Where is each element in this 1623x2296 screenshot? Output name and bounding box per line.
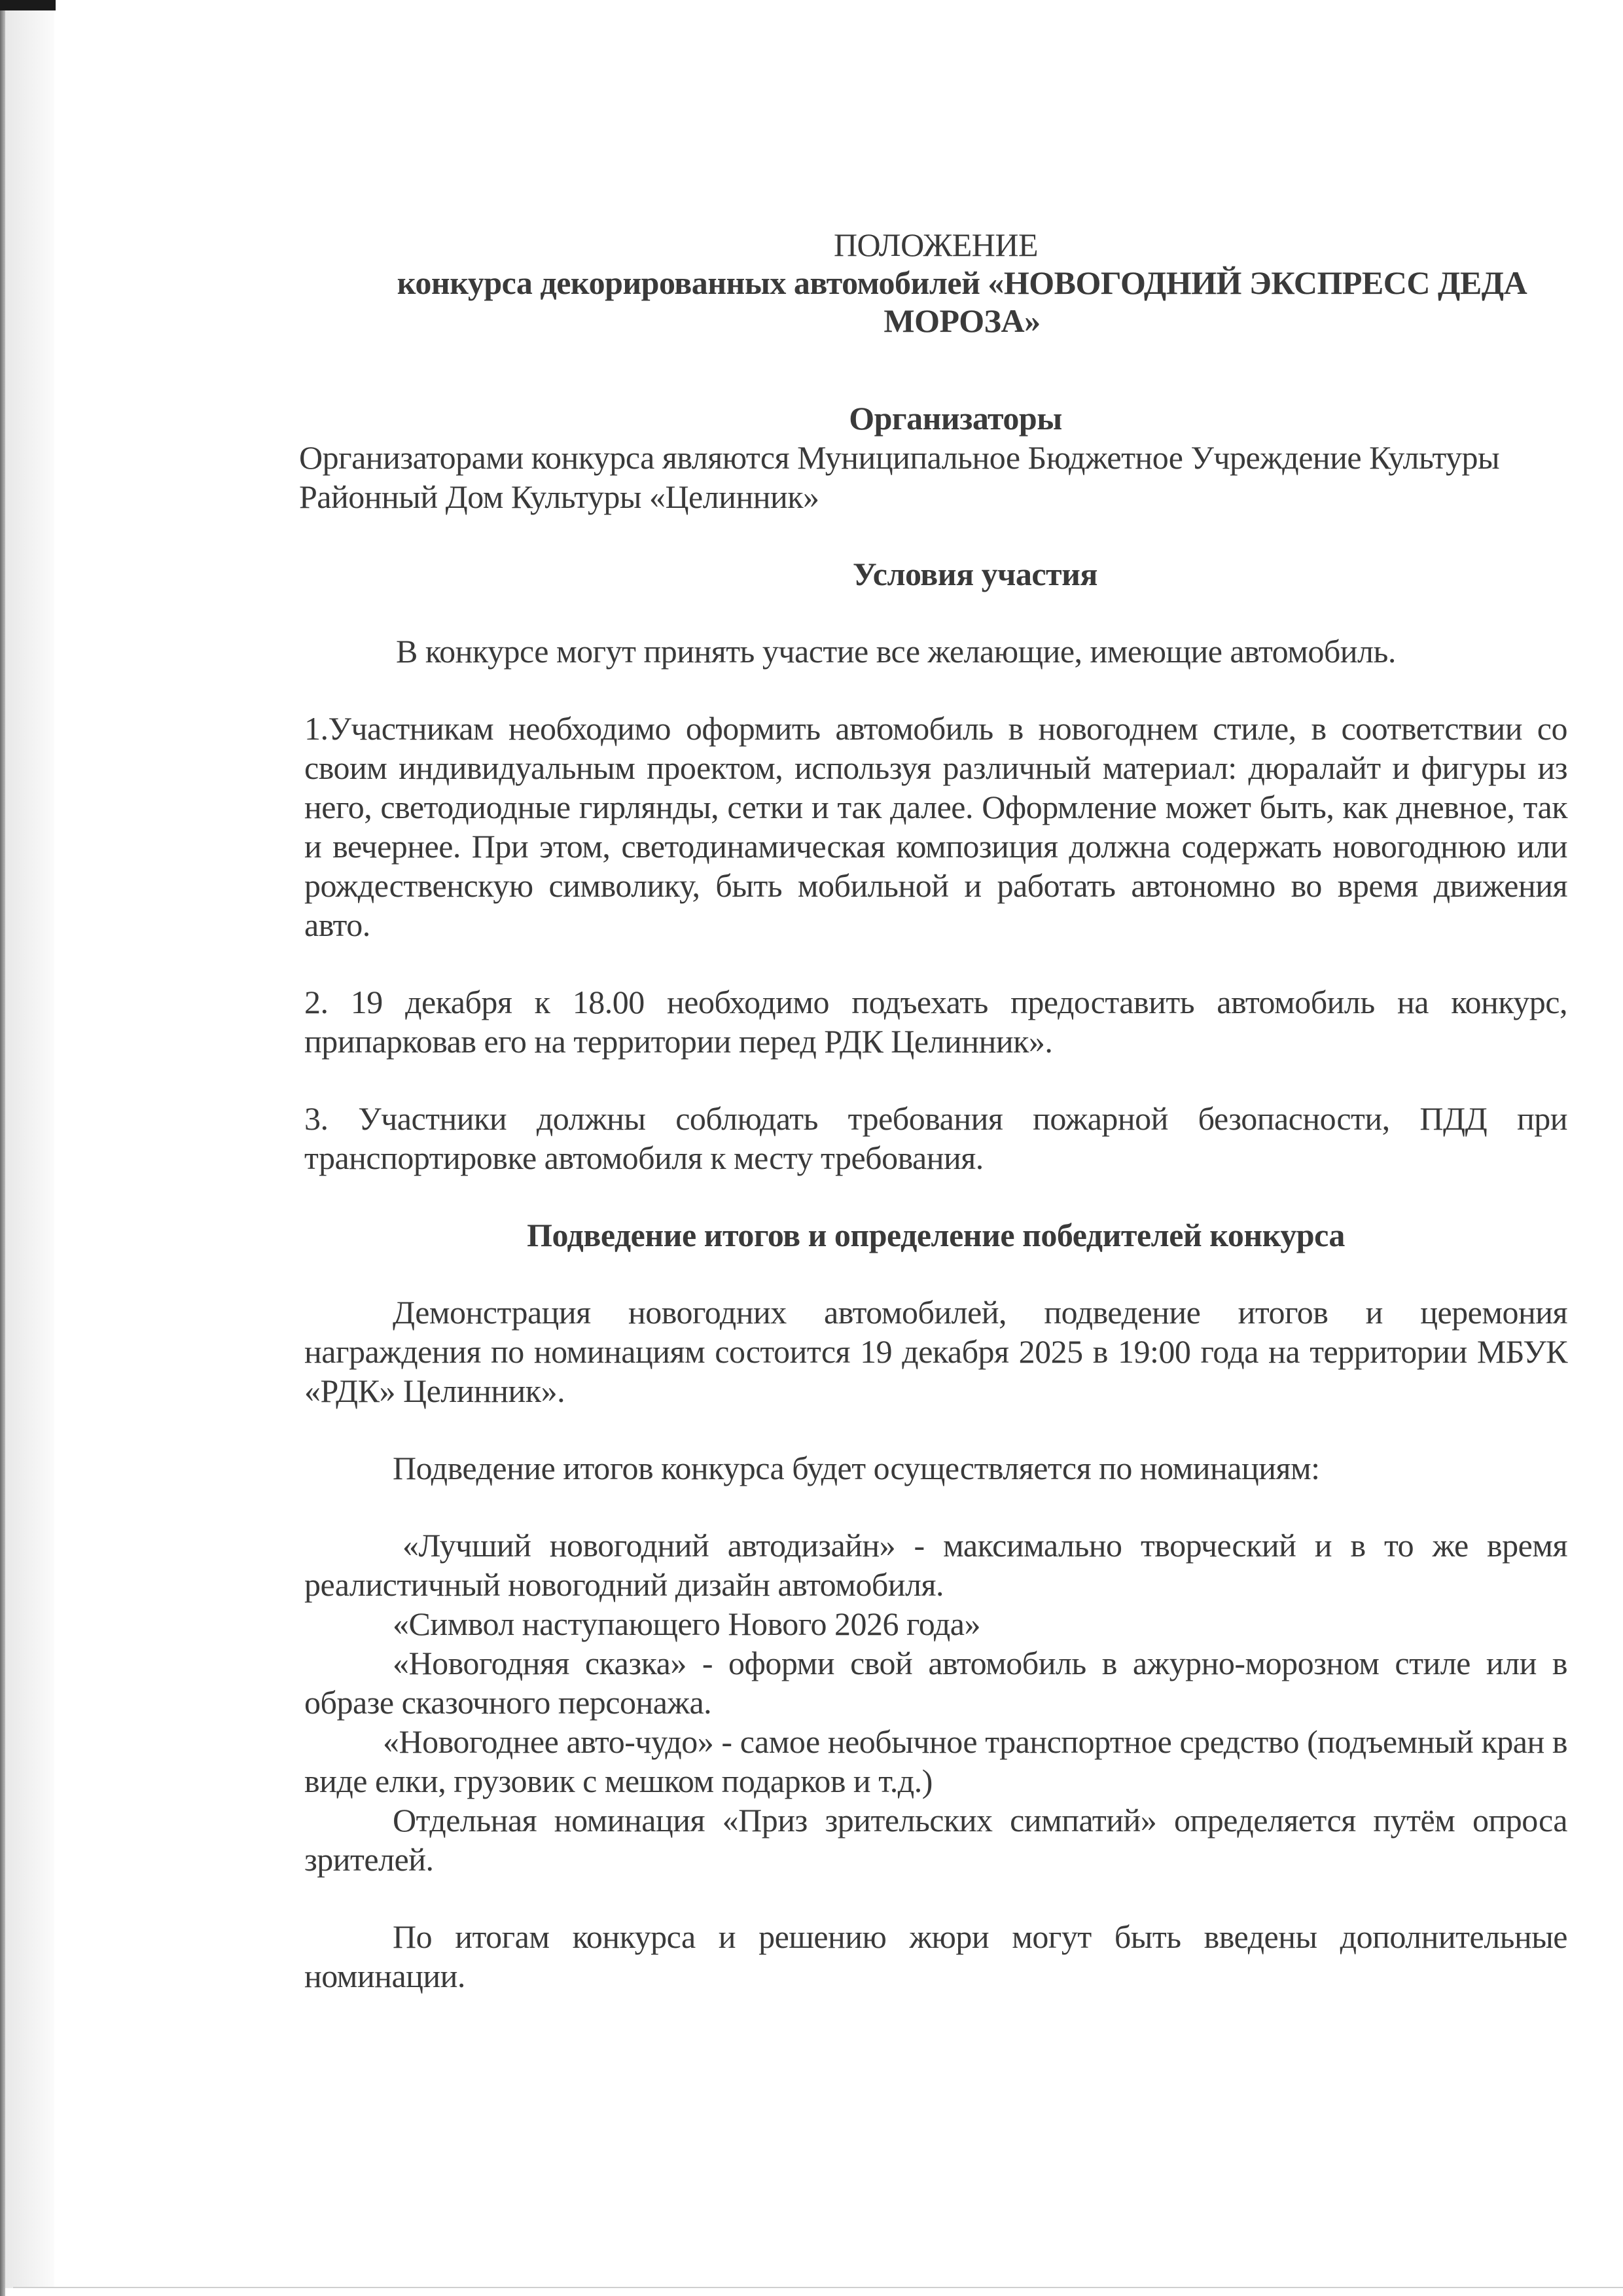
spacer bbox=[304, 1177, 1567, 1215]
conditions-intro: В конкурсе могут принять участие все желающие, имеющие автомобиль. bbox=[396, 633, 1396, 670]
nomination-item: «Лучший новогодний автодизайн» - максимально творческий и в то же время реалистичный новогодний дизайн автомобиля. bbox=[304, 1527, 1567, 1603]
section-heading-results: Подведение итогов и определение победителей конкурса bbox=[527, 1217, 1345, 1253]
section-results bbox=[304, 1215, 1567, 1996]
section-organizers bbox=[299, 399, 1567, 516]
results-demo-text: Демонстрация новогодних автомобилей, подведение итогов и церемония награждения по номинациям состоится 19 декабря 2025 в 19:00 года на территории МБУК «РДК» Целинник». bbox=[304, 1294, 1567, 1409]
scan-shadow bbox=[5, 10, 54, 2288]
condition-item: 2. 19 декабря к 18.00 необходимо подъехать предоставить автомобиль на конкурс, припарковав его на территории перед РДК Целинник». bbox=[304, 984, 1567, 1060]
section-conditions bbox=[304, 554, 1567, 1177]
nomination-item: Отдельная номинация «Приз зрительских симпатий» определяется путём опроса зрителей. bbox=[304, 1802, 1567, 1878]
spacer bbox=[304, 944, 1567, 982]
nomination-item: «Новогодняя сказка» - оформи свой автомобиль в ажурно-морозном стиле или в образе сказочного персонажа. bbox=[304, 1645, 1567, 1721]
page-bottom-edge bbox=[13, 2287, 1623, 2288]
scan-edge-top bbox=[0, 0, 56, 10]
organizers-text: Организаторами конкурса являются Муниципальное Бюджетное Учреждение Культуры Районный Дом Культуры «Целинник» bbox=[299, 439, 1500, 515]
condition-item: 1.Участникам необходимо оформить автомобиль в новогоднем стиле, в соответствии со своим индивидуальным проектом, используя различный материал: дюралайт и фигуры из него, светодиодные гирлянды, сетки и так далее. Оформление может быть, как дневное, так и вечернее. При этом, светодинамическая композиция должна содержать новогоднюю или рождественскую символику, быть мобильной и работать автономно во время движения авто. bbox=[304, 710, 1567, 943]
nomination-item: «Новогоднее авто-чудо» - самое необычное транспортное средство (подъемный кран в виде елки, грузовик с мешком подарков и т.д.) bbox=[304, 1723, 1567, 1799]
nominations-list bbox=[304, 1526, 1567, 1879]
section-heading-organizers: Организаторы bbox=[849, 400, 1062, 437]
spacer bbox=[304, 340, 1567, 399]
scan-edge-left bbox=[0, 0, 5, 2296]
spacer bbox=[304, 1255, 1567, 1293]
document-page bbox=[299, 226, 1567, 1996]
spacer bbox=[304, 1410, 1567, 1448]
spacer bbox=[304, 516, 1567, 554]
condition-item: 3. Участники должны соблюдать требования пожарной безопасности, ПДД при транспортировке автомобиля к месту требования. bbox=[304, 1100, 1567, 1176]
spacer bbox=[304, 1488, 1567, 1526]
nomination-item: «Символ наступающего Нового 2026 года» bbox=[393, 1605, 980, 1642]
spacer bbox=[304, 1879, 1567, 1917]
spacer bbox=[304, 671, 1567, 709]
nominations-intro: Подведение итогов конкурса будет осуществляется по номинациям: bbox=[393, 1450, 1320, 1486]
document-subtitle: конкурса декорированных автомобилей «НОВОГОДНИЙ ЭКСПРЕСС ДЕДА МОРОЗА» bbox=[397, 264, 1527, 339]
spacer bbox=[304, 1061, 1567, 1099]
document-title: ПОЛОЖЕНИЕ bbox=[833, 226, 1039, 263]
results-closing: По итогам конкурса и решению жюри могут быть введены дополнительные номинации. bbox=[304, 1918, 1567, 1994]
section-heading-conditions: Условия участия bbox=[853, 556, 1097, 592]
spacer bbox=[304, 594, 1567, 632]
